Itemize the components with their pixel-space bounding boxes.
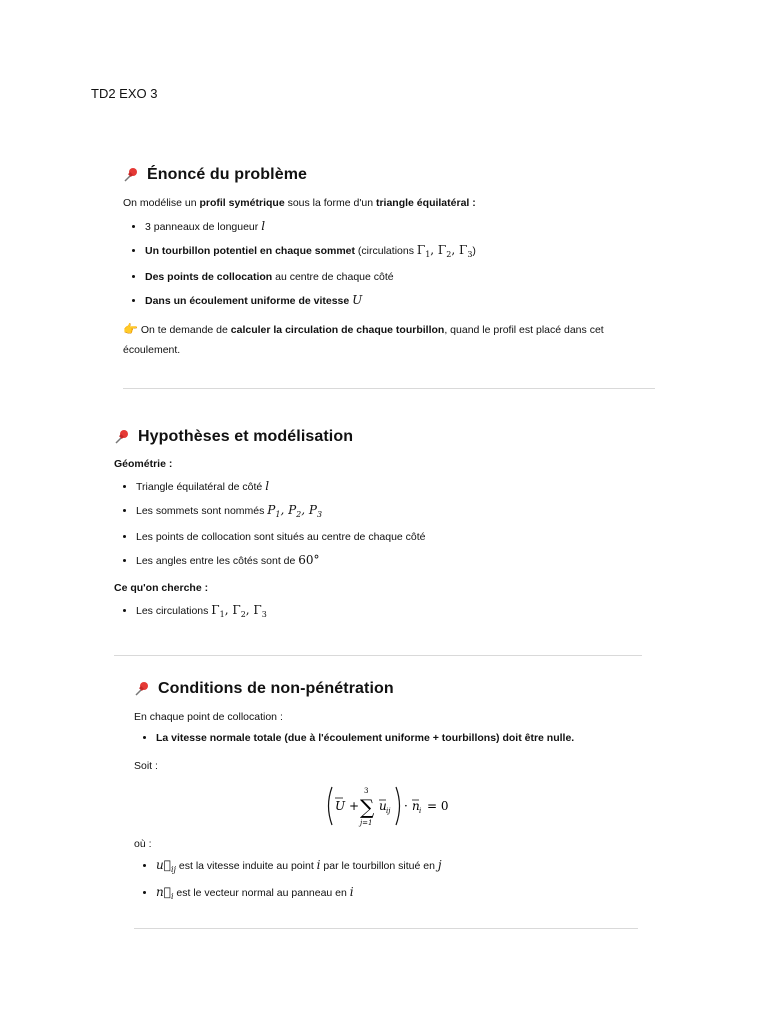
math-i: i [316,858,321,872]
math-j: j [437,858,442,872]
text: On modélise un [123,197,200,209]
svg-text:+: + [349,799,360,813]
math-l: l [265,479,270,493]
math-ni: $n⃗_i$ [156,885,174,901]
intro-paragraph [123,193,663,213]
section-hypotheses [114,428,654,632]
list-item: • Un tourbillon potentiel en chaque sommet (circulations $\Gamma_1$, $\Gamma_2$, $\Gamma_3$) [145,239,663,266]
bold-text: La vitesse normale totale (due à l'écoulement uniforme + tourbillons) doit être nulle. [156,732,575,744]
svg-text:·: · [404,799,408,813]
ou-text: où : [134,838,152,850]
pointing-hand-icon: 👉 [123,322,138,336]
document-title: TD2 EXO 3 [91,86,158,101]
list-item [156,727,644,750]
svg-text:∑: ∑ [360,795,375,819]
pushpin-icon [114,429,130,445]
text: , quand le profil est placé dans cet écoulement. [123,324,604,356]
non-penetration-formula [326,785,456,827]
list-item [145,289,663,313]
svg-text:i: i [419,807,422,815]
section-enonce [123,166,663,360]
list-item [145,215,663,239]
list-item [136,599,654,626]
list-item [156,854,644,881]
math-i: i [349,885,354,899]
bold-text: Dans un écoulement uniforme de vitesse [145,295,353,307]
math-gammas: $\Gamma_1$, $\Gamma_2$, $\Gamma_3$ [416,243,473,259]
svg-text:n: n [412,799,420,813]
text: sous la forme d'un [284,197,376,209]
text: par le tourbillon situé en [320,860,438,872]
svg-text:u: u [379,799,387,813]
pushpin-icon [134,681,150,697]
section-heading-text: Hypothèses et modélisation [138,428,354,445]
text: Les circulations [136,605,212,617]
section-heading-text: Conditions de non-pénétration [158,680,394,697]
condition-list [134,727,644,750]
math-gammas: $\Gamma_1$, $\Gamma_2$, $\Gamma_3$ [211,603,267,619]
section-heading [134,680,644,698]
math-points: $P_1$, $P_2$, $P_3$ [267,503,323,519]
definitions-list [134,854,644,908]
math-U: U [352,293,363,307]
bold-text: Des points de collocation [145,271,273,283]
list-item [156,881,644,908]
soit-text: Soit : [134,760,158,772]
intro-text: En chaque point de collocation : [134,711,283,723]
svg-text:U: U [335,799,346,813]
problem-list [123,215,663,313]
search-label: Ce qu'on cherche : [114,582,209,594]
text: Les angles entre les côtés sont de [136,555,299,567]
math-l: l [261,219,266,233]
divider [123,388,655,389]
bold-text: triangle équilatéral : [375,197,476,209]
section-heading-text: Énoncé du problème [147,166,308,183]
section-heading [114,428,654,446]
section-heading [123,166,663,184]
text: au centre de chaque côté [272,271,394,283]
list-item [136,526,654,549]
svg-text:3: 3 [364,787,369,795]
pushpin-icon [123,167,139,183]
text: Les sommets sont nommés [136,505,268,517]
bold-text: Un tourbillon potentiel en chaque sommet [145,245,356,257]
geometry-label: Géométrie : [114,458,173,470]
svg-text:ij: ij [386,807,391,815]
math-uij: $u⃗_{ij}$ [156,858,176,874]
divider [114,655,642,656]
list-item [136,475,654,499]
divider [134,928,638,929]
definitions-block [134,834,644,914]
task-note [123,319,663,360]
geometry-list [114,475,654,573]
text: (circulations [355,245,417,257]
svg-text:j=1: j=1 [360,819,373,827]
list-item [136,499,654,526]
bold-text: profil symétrique [199,197,285,209]
text: 3 panneaux de longueur [145,221,262,233]
list-item [136,549,654,573]
text: est la vitesse induite au point [175,860,317,872]
text: On te demande de [137,324,231,336]
list-item [145,266,663,289]
text: est le vecteur normal au panneau en [173,887,350,899]
text: Les points de collocation sont situés au centre de chaque côté [136,531,426,543]
svg-text:= 0: = 0 [427,799,449,813]
math-angle: 60° [298,553,320,567]
text: Triangle équilatéral de côté [136,481,266,493]
section-conditions [134,680,644,776]
search-list [114,599,654,626]
bold-text: calculer la circulation de chaque tourbillon [230,324,445,336]
